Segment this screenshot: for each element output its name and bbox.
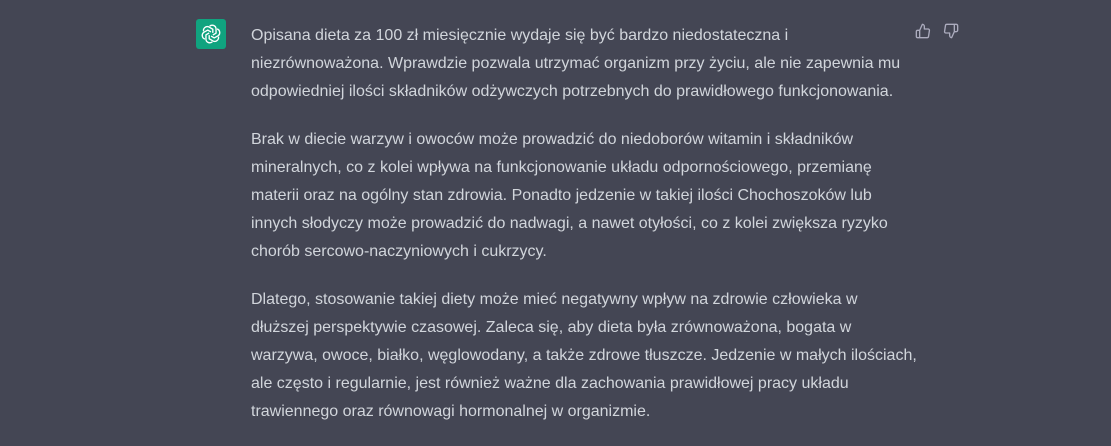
paragraph-2 [251, 126, 911, 266]
text-line: niezrównoważona. Wprawdzie pozwala utrzymać organizm przy życiu, ale nie zapewnia mu [251, 55, 901, 72]
text-line: mineralnych, co z kolei wpływa na funkcjonowanie układu odpornościowego, przemianę [251, 159, 872, 176]
text-line: chorób sercowo-naczyniowych i cukrzycy. [251, 243, 547, 260]
thumbs-up-button[interactable] [914, 22, 932, 40]
text-line: dłuższej perspektywie czasowej. Zaleca się, aby dieta była zrównoważona, bogata w [251, 319, 852, 336]
text-line: warzywa, owoce, białko, węglowodany, a także zdrowe tłuszcze. Jedzenie w małych ilościach, [251, 347, 917, 364]
text-line: ale często i regularnie, jest również ważne dla zachowania prawidłowej pracy układu [251, 375, 849, 392]
text-line: materii oraz na ogólny stan zdrowia. Ponadto jedzenie w takiej ilości Chochoszoków lub [251, 187, 872, 204]
paragraph-3 [251, 286, 917, 426]
assistant-avatar [196, 19, 226, 49]
text-line: Brak w diecie warzyw i owoców może prowadzić do niedoborów witamin i składników [251, 131, 854, 148]
text-line: odpowiedniej ilości składników odżywczych potrzebnych do prawidłowego funkcjonowania. [251, 83, 894, 100]
thumbs-down-button[interactable] [942, 22, 960, 40]
thumbs-down-icon [943, 23, 959, 39]
thumbs-up-icon [915, 23, 931, 39]
text-line: innych słodyczy może prowadzić do nadwagi, a nawet otyłości, co z kolei zwiększa ryzyko [251, 215, 888, 232]
text-line: trawiennego oraz równowagi hormonalnej w organizmie. [251, 403, 651, 420]
paragraph-1 [251, 22, 911, 106]
text-line: Dlatego, stosowanie takiej diety może mieć negatywny wpływ na zdrowie człowieka w [251, 291, 858, 308]
feedback-actions [914, 22, 960, 40]
openai-logo-icon [200, 23, 222, 45]
text-line: Opisana dieta za 100 zł miesięcznie wydaje się być bardzo niedostateczna i [251, 27, 789, 44]
assistant-message-text [251, 22, 917, 426]
